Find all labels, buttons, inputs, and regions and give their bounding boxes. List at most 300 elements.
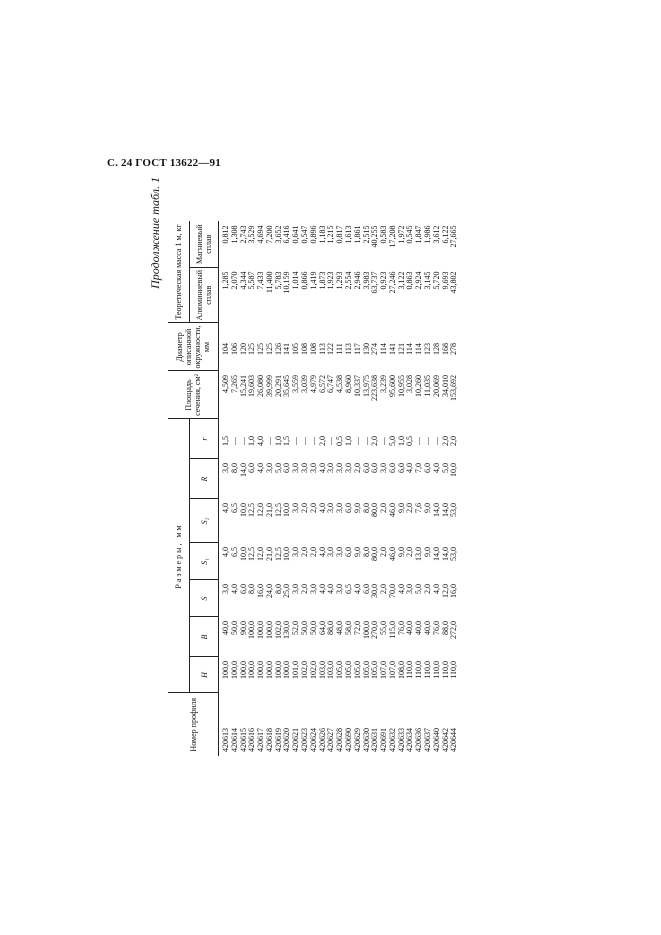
- cell-aluminum: 2,924: [414, 271, 424, 290]
- cell-aluminum: 5,783: [273, 271, 283, 290]
- cell-area: 223,638: [370, 375, 380, 401]
- cell-s2: 4,0: [317, 503, 327, 513]
- cell-s: 16,0: [256, 584, 266, 598]
- cell-r-small: —: [291, 437, 301, 445]
- cell-s2: 2,0: [379, 503, 389, 513]
- cell-r-small: 5,0: [387, 436, 397, 446]
- cell-s1: 9,0: [396, 547, 406, 557]
- cell-h: 110,0: [405, 661, 415, 679]
- cell-r-small: —: [352, 437, 362, 445]
- cell-magnesium: 17,208: [387, 225, 397, 248]
- cell-area: 10,955: [396, 375, 406, 397]
- cell-magnesium: 27,665: [449, 225, 459, 248]
- cell-s: 6,5: [343, 584, 353, 594]
- cell-magnesium: 3,612: [431, 225, 441, 244]
- cell-r-large: 4,0: [317, 463, 327, 473]
- cell-s1: 4,0: [221, 547, 230, 557]
- cell-b: 130,0: [282, 621, 292, 639]
- cell-s1: 2,0: [405, 547, 415, 557]
- cell-diameter: 141: [387, 343, 397, 355]
- cell-h: 103,0: [326, 661, 336, 679]
- cell-r-large: 3,0: [300, 463, 310, 473]
- cell-s2: 6,0: [343, 503, 353, 513]
- cell-aluminum: 1,285: [221, 271, 230, 290]
- cell-h: 110,0: [440, 661, 450, 679]
- cell-r-small: 0,5: [335, 436, 345, 446]
- cell-magnesium: 0,641: [291, 225, 301, 244]
- cell-s1: 9,0: [352, 547, 362, 557]
- cell-number: 420627: [326, 728, 336, 752]
- cell-magnesium: 0,545: [405, 225, 415, 244]
- cell-area: 4,509: [221, 375, 230, 393]
- cell-r-small: 2,0: [317, 436, 327, 446]
- cell-diameter: 113: [343, 343, 353, 355]
- cell-s1: 3,0: [326, 547, 336, 557]
- cell-s: 2,0: [379, 584, 389, 594]
- cell-r-small: 2,0: [370, 436, 380, 446]
- cell-aluminum: 3,145: [422, 271, 432, 290]
- cell-diameter: 168: [440, 343, 450, 355]
- cell-area: 3,559: [291, 375, 301, 393]
- header-circle-diameter: Диаметр описанной окружности, мм: [168, 323, 219, 371]
- cell-number: 420634: [405, 728, 415, 752]
- cell-h: 105,0: [352, 661, 362, 679]
- cell-area: 13,975: [361, 375, 371, 397]
- cell-s1: 46,0: [387, 547, 397, 561]
- cell-s: 3,0: [335, 584, 345, 594]
- cell-diameter: 274: [370, 343, 380, 355]
- cell-magnesium: 1,972: [396, 225, 406, 244]
- cell-s2: 9,0: [396, 503, 406, 513]
- cell-number: 420640: [431, 728, 441, 752]
- cell-b: 64,0: [317, 621, 327, 635]
- rotated-table-region: [148, 171, 660, 756]
- cell-b: 55,0: [379, 621, 389, 635]
- header-s1: S₁: [190, 543, 219, 580]
- cell-h: 110,0: [431, 661, 441, 679]
- cell-h: 100,0: [282, 661, 292, 679]
- cell-diameter: 126: [273, 343, 283, 355]
- cell-magnesium: 0,812: [221, 225, 230, 244]
- cell-b: 100,0: [361, 621, 371, 639]
- cell-s2: 6,5: [229, 503, 239, 513]
- cell-diameter: 141: [282, 343, 292, 355]
- header-aluminum: Алюминиевый сплав: [190, 267, 219, 323]
- header-area: Площадь сечения, см²: [168, 371, 219, 419]
- cell-s1: 3,0: [291, 547, 301, 557]
- cell-s2: 3,0: [326, 503, 336, 513]
- cell-number: 420637: [422, 728, 432, 752]
- cell-r-large: 3,0: [221, 463, 230, 473]
- cell-aluminum: 0,863: [405, 271, 415, 290]
- cell-r-large: 6,0: [422, 463, 432, 473]
- cell-r-large: 6,0: [282, 463, 292, 473]
- profile-table: [168, 221, 459, 756]
- cell-r-small: —: [264, 437, 274, 445]
- cell-r-small: 1,5: [282, 436, 292, 446]
- cell-aluminum: 1,873: [317, 271, 327, 290]
- cell-h: 100,0: [229, 661, 239, 679]
- table-wrapper: [148, 171, 660, 756]
- cell-number: 420623: [300, 728, 310, 752]
- cell-b: 50,0: [300, 621, 310, 635]
- cell-s1: 8,0: [361, 547, 371, 557]
- cell-area: 4,538: [335, 375, 345, 393]
- cell-magnesium: 40,255: [370, 225, 380, 248]
- cell-diameter: 125: [256, 343, 266, 355]
- cell-number: 420615: [238, 728, 248, 752]
- cell-area: 15,241: [238, 375, 248, 397]
- cell-s1: 21,0: [264, 547, 274, 561]
- cell-number: 420642: [440, 728, 450, 752]
- cell-s2: 2,0: [300, 503, 310, 513]
- cell-aluminum: 27,246: [387, 271, 397, 294]
- cell-b: 50,0: [229, 621, 239, 635]
- cell-s: 4,0: [326, 584, 336, 594]
- cell-b: 40,0: [422, 621, 432, 635]
- cell-aluminum: 5,720: [431, 271, 441, 290]
- header-profile-number: Номер профиля: [168, 693, 219, 756]
- cell-r-large: 7,0: [414, 463, 424, 473]
- cell-b: 48,0: [335, 621, 345, 635]
- cell-s2: 10,0: [282, 503, 292, 517]
- cell-r-small: —: [229, 437, 239, 445]
- cell-area: 6,747: [326, 375, 336, 393]
- cell-area: 7,265: [229, 375, 239, 393]
- cell-area: 10,260: [414, 375, 424, 397]
- cell-s: 16,0: [449, 584, 459, 598]
- cell-aluminum: 5,587: [247, 271, 257, 290]
- cell-s2: 3,0: [335, 503, 345, 513]
- cell-r-large: 8,0: [229, 463, 239, 473]
- cell-s1: 14,0: [440, 547, 450, 561]
- cell-s2: 14,0: [431, 503, 441, 517]
- cell-b: 50,0: [308, 621, 318, 635]
- cell-s1: 80,0: [370, 547, 380, 561]
- cell-number: 420617: [256, 728, 266, 752]
- cell-aluminum: 10,159: [282, 271, 292, 294]
- cell-number: 420691: [379, 728, 389, 752]
- cell-r-small: —: [422, 437, 432, 445]
- cell-magnesium: 0,896: [308, 225, 318, 244]
- cell-diameter: 123: [422, 343, 432, 355]
- cell-s: 8,0: [247, 584, 257, 594]
- cell-s2: 2,0: [405, 503, 415, 513]
- cell-h: 110,0: [414, 661, 424, 679]
- cell-r-small: 1,0: [343, 436, 353, 446]
- cell-aluminum: 1,923: [326, 271, 336, 290]
- cell-number: 420636: [414, 728, 424, 752]
- header-magnesium: Магниевый сплав: [190, 221, 219, 267]
- cell-area: 20,069: [431, 375, 441, 397]
- cell-h: 100,0: [238, 661, 248, 679]
- cell-area: 26,080: [256, 375, 266, 397]
- cell-r-large: 3,0: [335, 463, 345, 473]
- cell-area: 3,039: [300, 375, 310, 393]
- cell-s2: 9,0: [352, 503, 362, 513]
- cell-b: 76,0: [396, 621, 406, 635]
- cell-magnesium: 4,694: [256, 225, 266, 244]
- table-body: [219, 221, 460, 756]
- cell-magnesium: 1,613: [343, 225, 353, 244]
- cell-r-large: 3,0: [264, 463, 274, 473]
- cell-s: 4,0: [229, 584, 239, 594]
- cell-r-small: 0,5: [405, 436, 415, 446]
- cell-s: 5,0: [414, 584, 424, 594]
- cell-s1: 2,0: [379, 547, 389, 557]
- cell-r-large: 6,0: [247, 463, 257, 473]
- table-row: [450, 221, 459, 756]
- cell-number: 420621: [291, 728, 301, 752]
- cell-h: 108,0: [396, 661, 406, 679]
- cell-diameter: 278: [449, 343, 459, 355]
- cell-s2: 9,0: [422, 503, 432, 513]
- cell-h: 110,0: [449, 661, 459, 679]
- cell-area: 95,600: [387, 375, 397, 397]
- cell-s1: 2,0: [308, 547, 318, 557]
- cell-b: 72,0: [352, 621, 362, 635]
- cell-magnesium: 3,529: [247, 225, 257, 244]
- cell-b: 40,0: [221, 621, 230, 635]
- cell-number: 420628: [335, 728, 345, 752]
- cell-aluminum: 1,419: [308, 271, 318, 290]
- cell-r-large: 4,0: [405, 463, 415, 473]
- cell-aluminum: 4,344: [238, 271, 248, 290]
- cell-diameter: 104: [221, 343, 230, 355]
- cell-r-small: 1,5: [221, 436, 230, 446]
- cell-h: 102,0: [300, 661, 310, 679]
- cell-aluminum: 43,802: [449, 271, 459, 294]
- cell-magnesium: 3,652: [273, 225, 283, 244]
- cell-s2: 3,0: [291, 503, 301, 513]
- cell-r-large: 4,0: [431, 463, 441, 473]
- cell-area: 4,979: [308, 375, 318, 393]
- cell-s: 2,0: [300, 584, 310, 594]
- cell-s1: 10,0: [282, 547, 292, 561]
- cell-s1: 12,0: [256, 547, 266, 561]
- cell-s: 24,0: [264, 584, 274, 598]
- cell-r-large: 3,0: [291, 463, 301, 473]
- cell-b: 270,0: [370, 621, 380, 639]
- cell-diameter: 120: [238, 343, 248, 355]
- cell-b: 100,0: [264, 621, 274, 639]
- cell-number: 420629: [352, 728, 362, 752]
- cell-h: 100,0: [264, 661, 274, 679]
- cell-s: 3,0: [221, 584, 230, 594]
- cell-s2: 12,5: [273, 503, 283, 517]
- cell-s2: 4,0: [221, 503, 230, 513]
- cell-diameter: 111: [335, 343, 345, 355]
- cell-magnesium: 2,515: [361, 225, 371, 244]
- cell-magnesium: 1,861: [352, 225, 362, 244]
- cell-aluminum: 3,983: [361, 271, 371, 290]
- table-caption: Продолжение табл. 1: [148, 177, 162, 289]
- cell-number: 420633: [396, 728, 406, 752]
- cell-h: 110,0: [422, 661, 432, 679]
- cell-s1: 10,0: [238, 547, 248, 561]
- cell-h: 101,0: [291, 661, 301, 679]
- cell-diameter: 125: [247, 343, 257, 355]
- cell-number: 420631: [370, 728, 380, 752]
- cell-b: 90,0: [238, 621, 248, 635]
- cell-magnesium: 0,547: [300, 225, 310, 244]
- cell-aluminum: 1,293: [335, 271, 345, 290]
- cell-s1: 13,0: [414, 547, 424, 561]
- cell-number: 420616: [247, 728, 257, 752]
- cell-r-large: 6,0: [361, 463, 371, 473]
- cell-r-large: 4,0: [256, 463, 266, 473]
- cell-number: 420620: [282, 728, 292, 752]
- header-b: B: [190, 617, 219, 657]
- cell-s: 3,0: [291, 584, 301, 594]
- cell-s2: 12,5: [247, 503, 257, 517]
- cell-r-small: 1,0: [396, 436, 406, 446]
- cell-magnesium: 0,817: [335, 225, 345, 244]
- cell-number: 420614: [229, 728, 239, 752]
- cell-r-small: —: [414, 437, 424, 445]
- cell-number: 420613: [221, 728, 230, 752]
- cell-b: 272,0: [449, 621, 459, 639]
- cell-s: 4,0: [352, 584, 362, 594]
- cell-r-large: 3,0: [379, 463, 389, 473]
- cell-diameter: 105: [291, 343, 301, 355]
- cell-h: 102,0: [308, 661, 318, 679]
- cell-r-large: 10,0: [449, 463, 459, 477]
- cell-r-large: 6,0: [396, 463, 406, 473]
- cell-area: 20,291: [273, 375, 283, 397]
- cell-number: 420630: [361, 728, 371, 752]
- cell-area: 6,572: [317, 375, 327, 393]
- cell-r-small: 1,0: [247, 436, 257, 446]
- cell-aluminum: 0,866: [300, 271, 310, 290]
- cell-s1: 6,5: [229, 547, 239, 557]
- header-s2: S₂: [190, 499, 219, 543]
- cell-diameter: 108: [300, 343, 310, 355]
- cell-number: 420619: [273, 728, 283, 752]
- cell-h: 107,0: [379, 661, 389, 679]
- cell-s: 6,0: [238, 584, 248, 594]
- cell-s2: 2,0: [308, 503, 318, 513]
- header-h: H: [190, 657, 219, 693]
- cell-aluminum: 11,400: [264, 271, 274, 294]
- cell-r-small: —: [431, 437, 441, 445]
- cell-area: 8,960: [343, 375, 353, 393]
- cell-area: 35,645: [282, 375, 292, 397]
- cell-h: 105,0: [370, 661, 380, 679]
- cell-magnesium: 6,416: [282, 225, 292, 244]
- cell-area: 10,337: [352, 375, 362, 397]
- cell-diameter: 113: [317, 343, 327, 355]
- cell-r-small: —: [326, 437, 336, 445]
- cell-s: 6,0: [361, 584, 371, 594]
- cell-area: 34,010: [440, 375, 450, 397]
- cell-magnesium: 2,743: [238, 225, 248, 244]
- cell-r-large: 6,0: [370, 463, 380, 473]
- cell-aluminum: 3,122: [396, 271, 406, 290]
- cell-h: 107,0: [387, 661, 397, 679]
- cell-diameter: 125: [264, 343, 274, 355]
- cell-r-small: —: [361, 437, 371, 445]
- cell-magnesium: 1,986: [422, 225, 432, 244]
- cell-aluminum: 2,070: [229, 271, 239, 290]
- cell-s: 4,0: [317, 584, 327, 594]
- cell-r-small: —: [300, 437, 310, 445]
- cell-b: 102,0: [273, 621, 283, 639]
- header-dimensions: Размеры, мм: [168, 419, 190, 693]
- cell-r-large: 2,0: [352, 463, 362, 473]
- cell-area: 3,028: [405, 375, 415, 393]
- cell-h: 103,0: [317, 661, 327, 679]
- cell-s2: 12,0: [256, 503, 266, 517]
- cell-h: 105,0: [361, 661, 371, 679]
- cell-r-small: 2,0: [440, 436, 450, 446]
- cell-r-large: 6,0: [387, 463, 397, 473]
- cell-r-large: 3,0: [343, 463, 353, 473]
- cell-s: 25,0: [282, 584, 292, 598]
- cell-s1: 3,0: [335, 547, 345, 557]
- cell-s: 70,0: [387, 584, 397, 598]
- cell-b: 88,0: [326, 621, 336, 635]
- cell-s1: 53,0: [449, 547, 459, 561]
- cell-number: 420690: [343, 728, 353, 752]
- cell-s1: 4,0: [317, 547, 327, 557]
- cell-r-large: 14,0: [238, 463, 248, 477]
- cell-s2: 10,0: [238, 503, 248, 517]
- cell-magnesium: 0,583: [379, 225, 389, 244]
- cell-diameter: 122: [326, 343, 336, 355]
- cell-s1: 2,0: [300, 547, 310, 557]
- cell-aluminum: 63,737: [370, 271, 380, 294]
- cell-diameter: 114: [379, 343, 389, 355]
- cell-r-large: 5,0: [273, 463, 283, 473]
- cell-diameter: 130: [361, 343, 371, 355]
- cell-r-large: 5,0: [440, 463, 450, 473]
- cell-s2: 14,0: [440, 503, 450, 517]
- cell-r-small: —: [379, 437, 389, 445]
- cell-number: 420626: [317, 728, 327, 752]
- cell-s1: 9,0: [422, 547, 432, 557]
- cell-s2: 7,6: [414, 503, 424, 513]
- cell-diameter: 106: [229, 343, 239, 355]
- header-s: S: [190, 580, 219, 617]
- cell-aluminum: 0,923: [379, 271, 389, 290]
- cell-b: 58,0: [343, 621, 353, 635]
- cell-magnesium: 1,847: [414, 225, 424, 244]
- cell-s1: 12,5: [247, 547, 257, 561]
- cell-aluminum: 2,946: [352, 271, 362, 290]
- header-r-small: r: [190, 419, 219, 459]
- cell-s: 3,0: [405, 584, 415, 594]
- cell-s: 4,0: [396, 584, 406, 594]
- cell-r-small: —: [238, 437, 248, 445]
- cell-aluminum: 1,014: [291, 271, 301, 290]
- cell-magnesium: 1,308: [229, 225, 239, 244]
- cell-s: 12,0: [440, 584, 450, 598]
- cell-magnesium: 1,215: [326, 225, 336, 244]
- cell-s: 30,0: [370, 584, 380, 598]
- cell-diameter: 128: [431, 343, 441, 355]
- cell-s2: 53,0: [449, 503, 459, 517]
- cell-r-small: 1,0: [273, 436, 283, 446]
- cell-number: 420624: [308, 728, 318, 752]
- cell-number: 420644: [449, 728, 459, 752]
- cell-r-large: 3,0: [326, 463, 336, 473]
- header-r-large: R: [190, 459, 219, 499]
- cell-s1: 14,0: [431, 547, 441, 561]
- cell-s: 3,0: [308, 584, 318, 594]
- cell-magnesium: 7,200: [264, 225, 274, 244]
- cell-b: 100,0: [247, 621, 257, 639]
